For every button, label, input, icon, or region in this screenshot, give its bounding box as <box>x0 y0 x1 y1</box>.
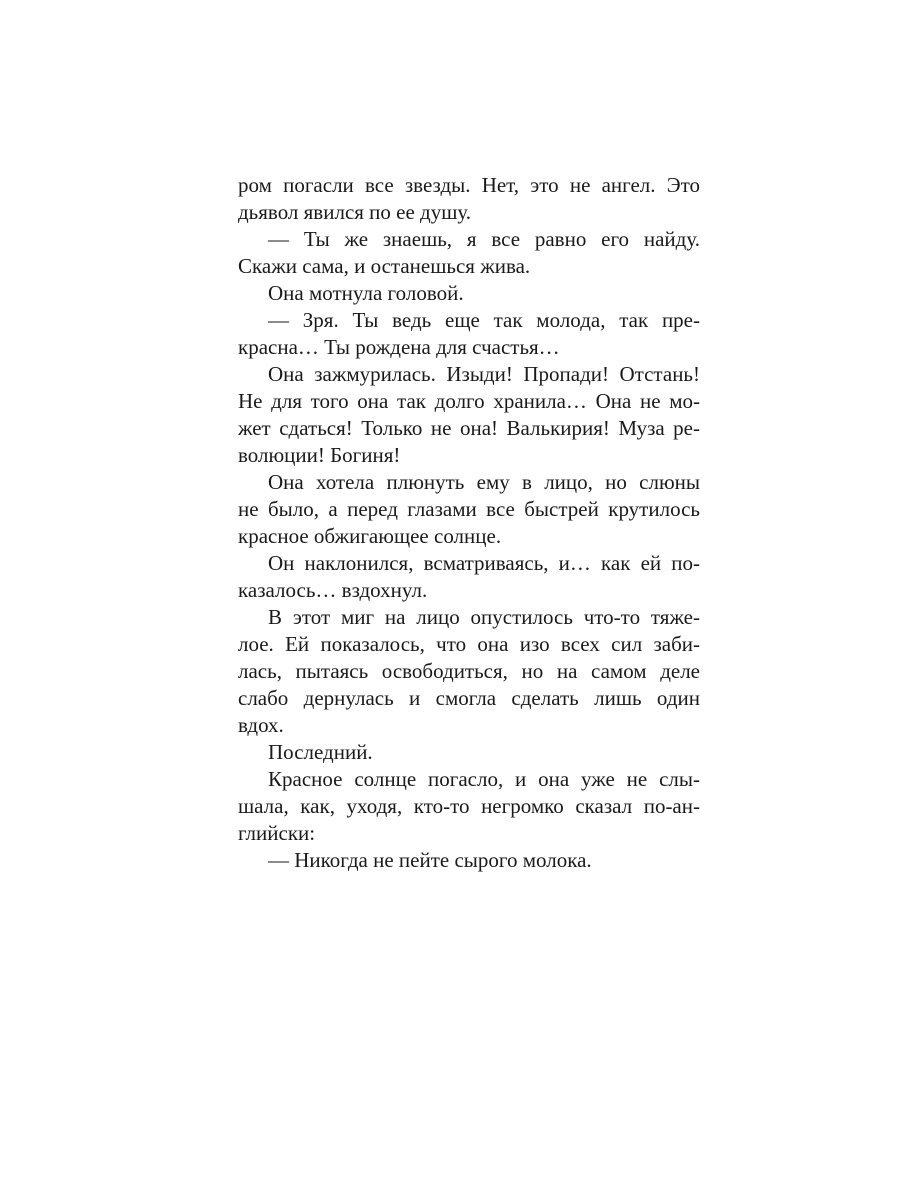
text-line: красное обжигающее солнце. <box>238 524 502 548</box>
text-line: казалось… вздохнул. <box>238 578 428 602</box>
text-line: — Зря. Ты ведь еще так молода, так пре- <box>268 308 700 332</box>
text-line: волюции! Богиня! <box>238 443 401 467</box>
text-line: лась, пытаясь освободиться, но на самом деле <box>238 659 700 683</box>
text-line: — Никогда не пейте сырого молока. <box>268 848 592 872</box>
text-line: Красное солнце погасло, и она уже не слы- <box>268 767 700 791</box>
text-line: шала, как, уходя, кто-то негромко сказал по-ан- <box>238 794 700 818</box>
text-line: Скажи сама, и останешься жива. <box>238 254 531 278</box>
text-line: Она зажмурилась. Изыди! Пропади! Отстань! <box>268 362 700 386</box>
text-line: дьявол явился по ее душу. <box>238 200 472 224</box>
text-line: В этот миг на лицо опустилось что-то тяже- <box>268 605 700 629</box>
text-line: Он наклонился, всматриваясь, и… как ей по- <box>268 551 700 575</box>
text-line: Она мотнула головой. <box>268 281 464 305</box>
text-line: Последний. <box>268 740 373 764</box>
text-line: глийски: <box>238 821 316 845</box>
body-text <box>238 172 700 874</box>
text-line: слабо дернулась и смогла сделать лишь один <box>238 686 700 710</box>
text-line: Она хотела плюнуть ему в лицо, но слюны <box>268 470 700 494</box>
text-line: — Ты же знаешь, я все равно его найду. <box>268 227 700 251</box>
text-line: лое. Ей показалось, что она изо всех сил заби- <box>238 632 700 656</box>
text-line: Не для того она так долго хранила… Она не мо- <box>238 389 700 413</box>
text-line: ром погасли все звезды. Нет, это не ангел. Это <box>238 173 700 197</box>
text-line: вдох. <box>238 713 284 737</box>
text-line: жет сдаться! Только не она! Валькирия! Муза ре- <box>238 416 700 440</box>
text-line: не было, а перед глазами все быстрей крутилось <box>238 497 700 521</box>
text-line: красна… Ты рождена для счастья… <box>238 335 560 359</box>
